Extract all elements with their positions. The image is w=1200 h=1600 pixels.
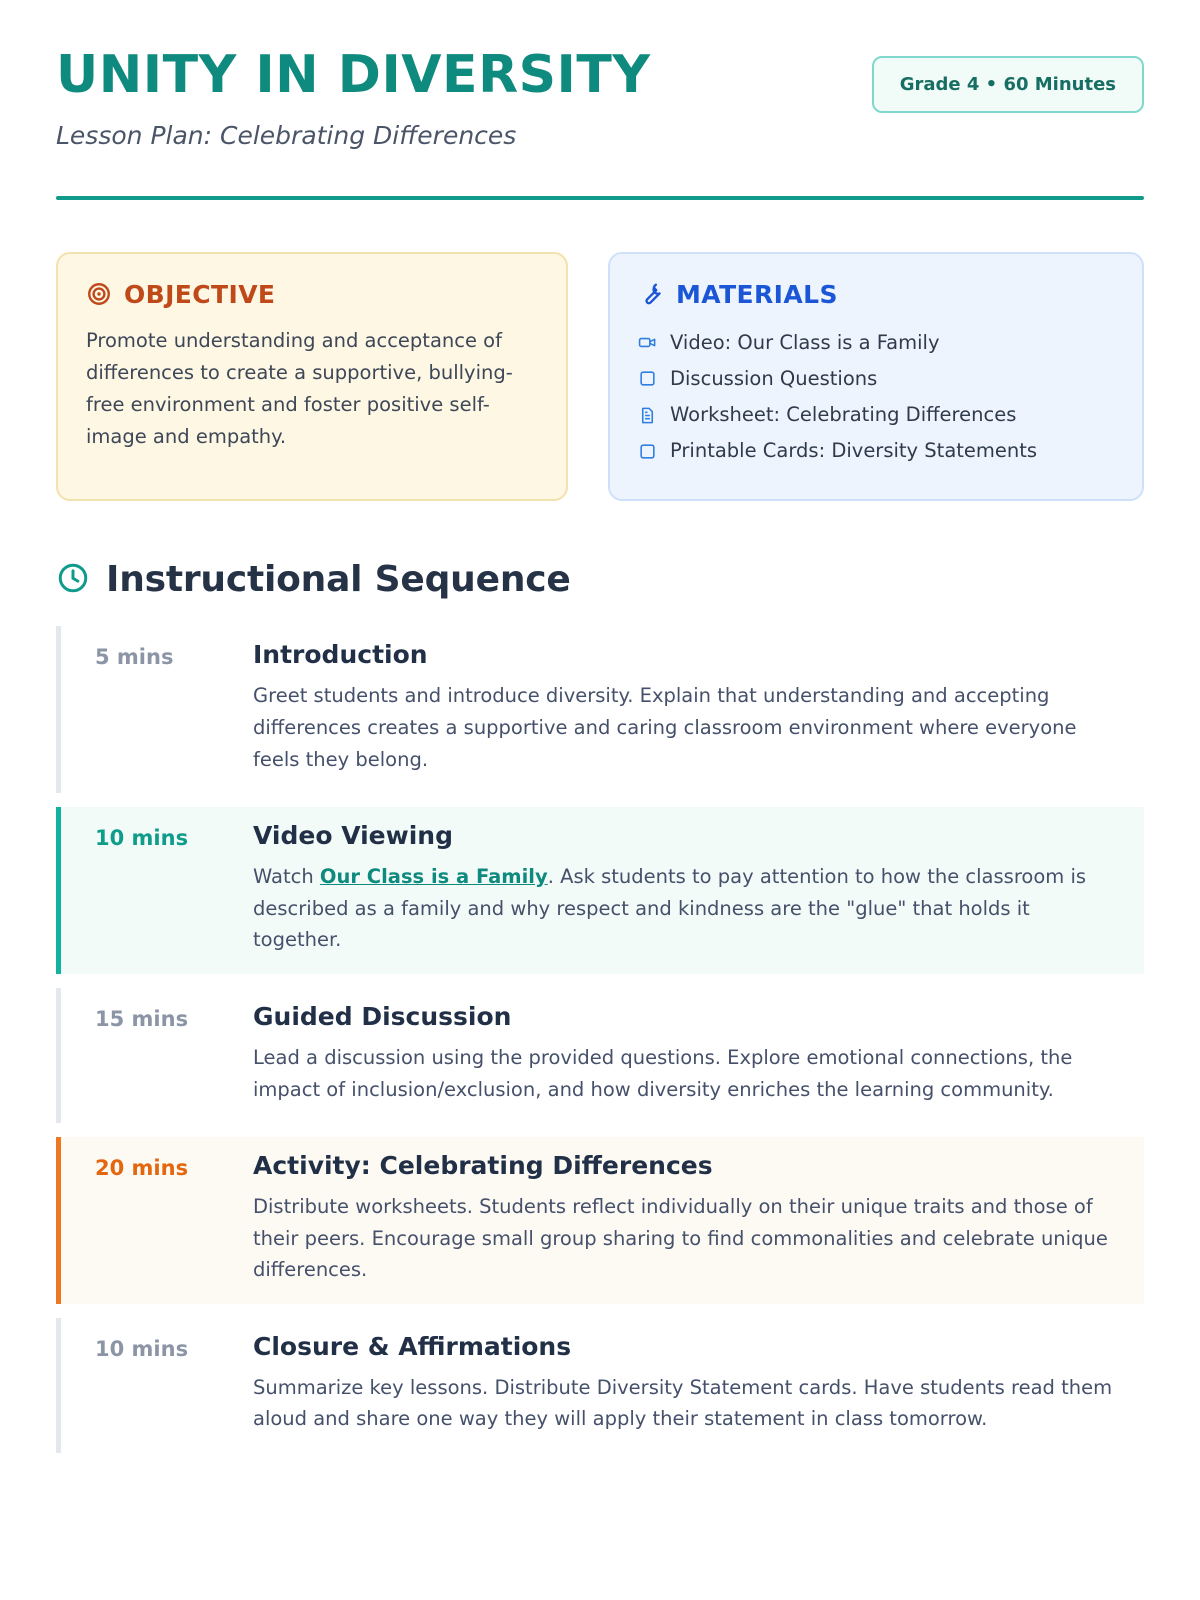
materials-list (638, 325, 1114, 470)
step-description (253, 861, 1116, 956)
material-label: Discussion Questions (670, 366, 878, 390)
material-label: Video: Our Class is a Family (670, 330, 940, 354)
page-title: UNITY IN DIVERSITY (56, 45, 651, 105)
list-item (638, 397, 1114, 433)
target-icon (86, 281, 112, 307)
material-label: Printable Cards: Diversity Statements (670, 439, 1038, 463)
sequence-step-introduction (56, 626, 1144, 793)
wrench-icon (638, 281, 664, 307)
list-item (638, 361, 1114, 397)
sequence-step-video-viewing (56, 807, 1144, 974)
sequence-section-title: Instructional Sequence (106, 559, 571, 601)
step-content (253, 1151, 1144, 1286)
clock-icon (56, 561, 90, 599)
step-title: Activity: Celebrating Differences (253, 1151, 713, 1181)
step-content (253, 1002, 1144, 1105)
header-text-block (56, 45, 872, 150)
header-divider (56, 196, 1144, 200)
step-description: Lead a discussion using the provided questions. Explore emotional connections, the impact of inclusion/exclusion, and how diversity enriches the learning community. (253, 1045, 1073, 1101)
grade-duration-badge: Grade 4 • 60 Minutes (872, 56, 1144, 113)
step-description-before: Watch (253, 865, 320, 889)
objective-card-header (86, 280, 538, 309)
step-description: Greet students and introduce diversity. Explain that understanding and accepting differences creates a supportive and caring classroom environment where everyone feels they belong. (253, 684, 1077, 771)
page-subtitle: Lesson Plan: Celebrating Differences (56, 120, 517, 150)
step-duration: 10 mins (95, 826, 189, 851)
materials-card (608, 252, 1144, 502)
step-duration: 15 mins (95, 1006, 189, 1031)
materials-card-title: MATERIALS (676, 279, 838, 309)
step-description: Distribute worksheets. Students reflect individually on their unique traits and those of their peers. Encourage small group sharing to find commonalities and celebrate unique differences. (253, 1195, 1108, 1282)
materials-card-header (638, 280, 1114, 309)
step-description-after: . Ask students to pay attention to how the classroom is described as a family and why respect and kindness are the "glue" that holds it together. (253, 865, 1087, 952)
sequence-step-activity (56, 1137, 1144, 1304)
objective-card-title: OBJECTIVE (124, 279, 276, 309)
objective-card-text: Promote understanding and acceptance of differences to create a supportive, bullying-free environment and foster positive self-image and empathy. (86, 328, 513, 449)
sequence-list (56, 626, 1144, 1453)
step-title: Guided Discussion (253, 1001, 512, 1031)
step-duration: 5 mins (95, 645, 174, 670)
document-icon (638, 406, 657, 425)
list-item (638, 433, 1114, 469)
material-label: Worksheet: Celebrating Differences (670, 403, 1017, 427)
step-content (253, 821, 1144, 956)
sequence-step-guided-discussion (56, 988, 1144, 1123)
step-description: Summarize key lessons. Distribute Diversity Statement cards. Have students read them aloud and share one way they will apply their statement in class tomorrow. (253, 1375, 1113, 1431)
objective-card (56, 252, 568, 502)
step-content (253, 640, 1144, 775)
sequence-section-header (56, 559, 1144, 600)
step-title: Video Viewing (253, 821, 453, 851)
step-content (253, 1332, 1144, 1435)
step-title: Closure & Affirmations (253, 1331, 572, 1361)
square-icon (638, 442, 657, 461)
step-duration: 10 mins (95, 1336, 189, 1361)
list-item (638, 325, 1114, 361)
video-link[interactable]: Our Class is a Family (319, 865, 548, 889)
info-cards-row (56, 252, 1144, 502)
document-header (56, 45, 1144, 150)
step-duration: 20 mins (95, 1156, 189, 1181)
square-icon (638, 369, 657, 388)
sequence-step-closure (56, 1318, 1144, 1453)
step-title: Introduction (253, 640, 428, 670)
video-icon (638, 333, 657, 352)
